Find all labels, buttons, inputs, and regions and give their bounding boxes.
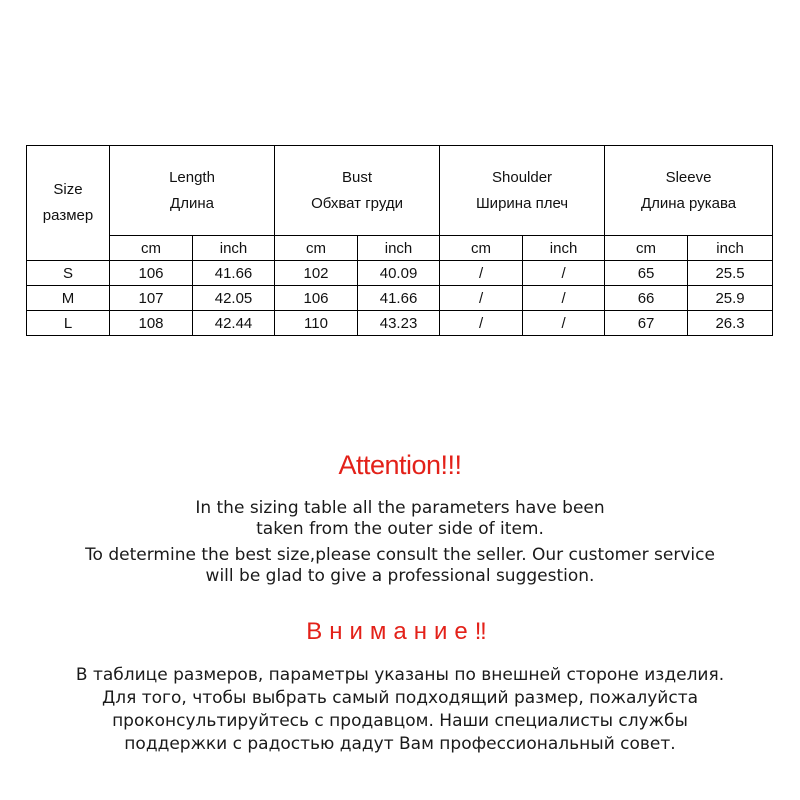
table-cell: 41.66: [193, 261, 275, 286]
table-row: [27, 261, 773, 286]
length-header-cell: [110, 146, 275, 236]
table-cell: 40.09: [358, 261, 440, 286]
table-header-row: [27, 146, 773, 236]
unit-row: [27, 236, 773, 261]
table-cell: 42.44: [193, 311, 275, 336]
unit-cell: cm: [440, 236, 523, 261]
length-header-en: Length: [169, 168, 215, 186]
bust-header-en: Bust: [342, 168, 373, 186]
unit-cell: inch: [358, 236, 440, 261]
table-row: [27, 286, 773, 311]
table-cell: 102: [275, 261, 358, 286]
table-cell: 108: [110, 311, 193, 336]
unit-cell: inch: [523, 236, 605, 261]
shoulder-header-en: Shoulder: [492, 168, 553, 186]
table-cell: 43.23: [358, 311, 440, 336]
notice-line: taken from the outer side of item.: [256, 519, 544, 539]
sleeve-header-en: Sleeve: [665, 168, 712, 186]
unit-cell: cm: [110, 236, 193, 261]
size-header-ru: размер: [42, 207, 94, 224]
table-cell: /: [440, 261, 523, 286]
table-cell: 42.05: [193, 286, 275, 311]
size-chart-table: [26, 145, 773, 336]
notice-text-ru: [0, 664, 800, 756]
length-header-ru: Длина: [170, 194, 214, 212]
table-cell: 67: [605, 311, 688, 336]
table-cell: 25.9: [688, 286, 773, 311]
notice-line: To determine the best size,please consult the seller. Our customer service: [85, 545, 715, 565]
unit-cell: inch: [688, 236, 773, 261]
unit-cell: inch: [193, 236, 275, 261]
unit-cell: cm: [275, 236, 358, 261]
size-label-cell: S: [27, 261, 110, 286]
notice-line: В таблице размеров, параметры указаны по внешней стороне изделия.: [75, 665, 725, 685]
notice-paragraph-en-1: [0, 498, 800, 540]
size-label-cell: M: [27, 286, 110, 311]
table-cell: 25.5: [688, 261, 773, 286]
table-cell: 65: [605, 261, 688, 286]
table-cell: 106: [275, 286, 358, 311]
notice-line: Для того, чтобы выбрать самый подходящий размер, пожалуйста: [101, 688, 699, 708]
table-cell: /: [440, 311, 523, 336]
notice-line: will be glad to give a professional suggestion.: [205, 566, 595, 586]
sleeve-header-ru: Длина рукава: [640, 194, 737, 212]
table-cell: /: [440, 286, 523, 311]
notice-text-en: [0, 498, 800, 587]
unit-cell: cm: [605, 236, 688, 261]
table-cell: /: [523, 286, 605, 311]
table-cell: 110: [275, 311, 358, 336]
table-cell: 106: [110, 261, 193, 286]
table-cell: 66: [605, 286, 688, 311]
attention-heading-en: Attention!!!: [338, 450, 462, 480]
notice-paragraph-en-2: [0, 545, 800, 587]
notice-line: In the sizing table all the parameters have been: [195, 498, 605, 518]
sleeve-header-cell: [605, 146, 773, 236]
size-header-cell: [27, 146, 110, 261]
size-label-cell: L: [27, 311, 110, 336]
attention-heading-ru: Внимание‼: [306, 618, 494, 645]
size-header-en: Size: [53, 181, 83, 198]
table-row: [27, 311, 773, 336]
table-cell: 41.66: [358, 286, 440, 311]
bust-header-ru: Обхват груди: [311, 194, 403, 212]
shoulder-header-cell: [440, 146, 605, 236]
table-cell: /: [523, 261, 605, 286]
shoulder-header-ru: Ширина плеч: [475, 194, 569, 212]
notice-line: проконсультируйтесь с продавцом. Наши специалисты службы: [112, 711, 688, 731]
bust-header-cell: [275, 146, 440, 236]
table-cell: 107: [110, 286, 193, 311]
notice-line: поддержки с радостью дадут Вам профессиональный совет.: [124, 734, 676, 754]
table-cell: 26.3: [688, 311, 773, 336]
table-cell: /: [523, 311, 605, 336]
